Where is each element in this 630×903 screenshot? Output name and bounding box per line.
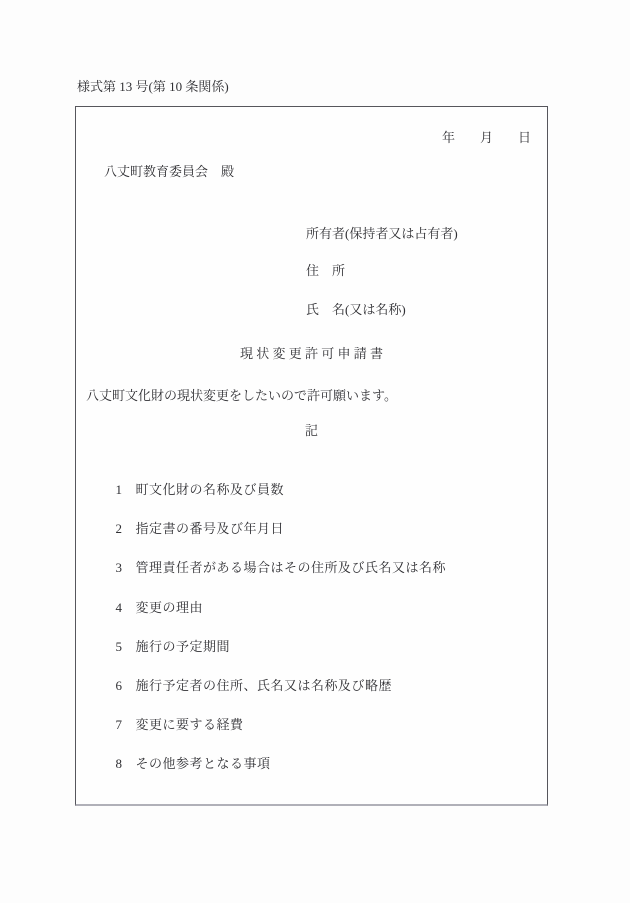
date-month-label: 月 bbox=[479, 130, 493, 145]
list-item bbox=[96, 548, 446, 587]
item-number: 8 bbox=[115, 756, 122, 771]
document-title: 現 状 変 更 許 可 申 請 書 bbox=[239, 346, 383, 361]
item-label: その他参考となる事項 bbox=[135, 756, 271, 771]
list-item bbox=[96, 588, 203, 627]
date-day-label: 日 bbox=[517, 130, 531, 145]
item-number: 5 bbox=[115, 639, 122, 654]
list-item bbox=[96, 705, 244, 744]
item-label: 施行予定者の住所、氏名又は名称及び略歴 bbox=[135, 678, 393, 693]
date-line bbox=[442, 131, 531, 144]
item-label: 管理責任者がある場合はその住所及び氏名又は名称 bbox=[135, 560, 447, 575]
item-number: 7 bbox=[115, 717, 122, 732]
owner-label: 所有者(保持者又は占有者) bbox=[306, 226, 458, 241]
addressee-line: 八丈町教育委員会 殿 bbox=[104, 164, 235, 179]
item-number: 4 bbox=[115, 600, 122, 615]
item-label: 変更に要する経費 bbox=[135, 717, 244, 732]
item-label: 施行の予定期間 bbox=[135, 639, 231, 654]
application-statement: 八丈町文化財の現状変更をしたいので許可願います。 bbox=[86, 388, 397, 403]
date-year-label: 年 bbox=[441, 130, 455, 145]
item-number: 3 bbox=[115, 560, 122, 575]
item-label: 変更の理由 bbox=[135, 600, 204, 615]
list-item bbox=[96, 627, 230, 666]
form-border-box bbox=[75, 106, 548, 806]
item-number: 6 bbox=[115, 678, 122, 693]
form-number-header: 様式第 13 号(第 10 条関係) bbox=[77, 79, 229, 94]
list-marker-ki: 記 bbox=[304, 423, 318, 438]
item-number: 1 bbox=[115, 482, 122, 497]
address-label: 住 所 bbox=[306, 263, 346, 278]
item-number: 2 bbox=[115, 521, 122, 536]
item-label: 指定書の番号及び年月日 bbox=[135, 521, 285, 536]
name-label: 氏 名(又は名称) bbox=[306, 302, 406, 317]
item-label: 町文化財の名称及び員数 bbox=[135, 482, 285, 497]
list-item bbox=[96, 509, 284, 548]
list-item bbox=[96, 744, 271, 783]
list-item bbox=[96, 470, 284, 509]
list-item bbox=[96, 666, 392, 705]
